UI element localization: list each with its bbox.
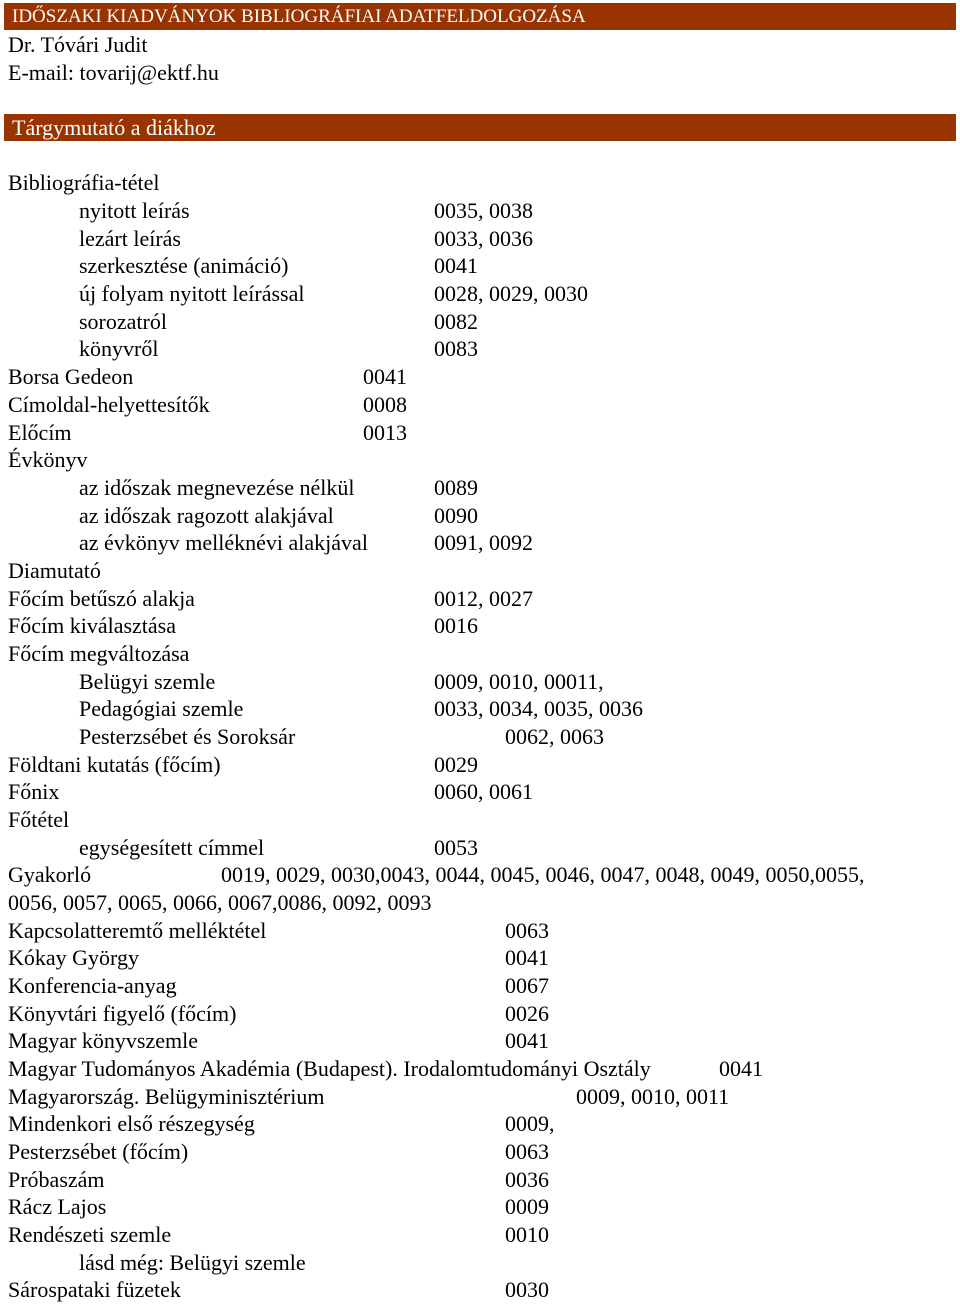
- index-ref: 0009,: [505, 1111, 555, 1136]
- document-title: IDŐSZAKI KIADVÁNYOK BIBLIOGRÁFIAI ADATFELDOLGOZÁSA: [12, 6, 586, 27]
- index-term: Kapcsolatteremtő melléktétel: [8, 918, 267, 943]
- index-term: Évkönyv: [8, 447, 88, 472]
- index-term: Bibliográfia-tétel: [8, 170, 160, 195]
- index-ref: 0033, 0034, 0035, 0036: [434, 696, 643, 721]
- index-term: Főnix: [8, 779, 60, 804]
- index-term: új folyam nyitott leírással: [79, 281, 305, 306]
- author-email: E-mail: tovarij@ektf.hu: [8, 60, 219, 85]
- index-term: lezárt leírás: [79, 226, 181, 251]
- index-ref: 0010: [505, 1222, 549, 1247]
- index-ref: 0053: [434, 835, 478, 860]
- index-ref: 0083: [434, 336, 478, 361]
- index-ref-continued: 0056, 0057, 0065, 0066, 0067,0086, 0092, 0093: [8, 890, 432, 915]
- index-term: könyvről: [79, 336, 159, 361]
- author-name: Dr. Tóvári Judit: [8, 32, 148, 57]
- index-ref: 0009, 0010, 0011: [576, 1084, 730, 1109]
- index-ref: 0041: [363, 364, 407, 389]
- index-term: Főcím betűszó alakja: [8, 586, 195, 611]
- index-term: az időszak megnevezése nélkül: [79, 475, 355, 500]
- index-term: Címoldal-helyettesítők: [8, 392, 210, 417]
- index-term: sorozatról: [79, 309, 167, 334]
- index-term: Gyakorló: [8, 862, 92, 887]
- index-ref: 0019, 0029, 0030,0043, 0044, 0045, 0046, 0047, 0048, 0049, 0050,0055,: [221, 862, 865, 887]
- index-term: nyitott leírás: [79, 198, 190, 223]
- index-ref: 0089: [434, 475, 478, 500]
- index-ref: 0009, 0010, 00011,: [434, 669, 604, 694]
- document-title-bar: [4, 3, 956, 30]
- index-term: Főtétel: [8, 807, 70, 832]
- index-term: egységesített címmel: [79, 835, 265, 860]
- index-ref: 0041: [505, 945, 549, 970]
- index-ref: 0082: [434, 309, 478, 334]
- index-ref: 0029: [434, 752, 478, 777]
- index-ref: 0036: [505, 1167, 549, 1192]
- index-ref: 0030: [505, 1277, 549, 1302]
- index-term: Borsa Gedeon: [8, 364, 134, 389]
- index-term: Belügyi szemle: [79, 669, 216, 694]
- index-ref: 0062, 0063: [505, 724, 604, 749]
- index-term: Konferencia-anyag: [8, 973, 177, 998]
- index-term: Próbaszám: [8, 1167, 105, 1192]
- index-term: szerkesztése (animáció): [79, 253, 289, 278]
- index-ref: 0041: [505, 1028, 549, 1053]
- index-term: Magyar könyvszemle: [8, 1028, 198, 1053]
- index-ref: 0008: [363, 392, 407, 417]
- index-term: az évkönyv melléknévi alakjával: [79, 530, 368, 555]
- index-ref: 0060, 0061: [434, 779, 533, 804]
- index-term: Pesterzsébet (főcím): [8, 1139, 189, 1164]
- index-ref: 0091, 0092: [434, 530, 533, 555]
- index-term: Magyarország. Belügyminisztérium: [8, 1084, 325, 1109]
- index-term: Rendészeti szemle: [8, 1222, 172, 1247]
- index-ref: 0041: [434, 253, 478, 278]
- index-term: Pedagógiai szemle: [79, 696, 244, 721]
- index-ref: 0028, 0029, 0030: [434, 281, 588, 306]
- section-title: Tárgymutató a diákhoz: [12, 115, 216, 140]
- index-term: Diamutató: [8, 558, 101, 583]
- section-title-bar: [4, 114, 956, 141]
- index-ref: 0016: [434, 613, 478, 638]
- index-ref: 0009: [505, 1194, 549, 1219]
- index-ref: 0090: [434, 503, 478, 528]
- index-term: Előcím: [8, 420, 72, 445]
- index-ref: 0033, 0036: [434, 226, 533, 251]
- index-ref: 0067: [505, 973, 549, 998]
- index-term: Főcím megváltozása: [8, 641, 190, 666]
- index-term: Főcím kiválasztása: [8, 613, 177, 638]
- index-ref: 0013: [363, 420, 407, 445]
- index-term: Pesterzsébet és Soroksár: [79, 724, 296, 749]
- index-ref: 0063: [505, 918, 549, 943]
- index-ref: 0026: [505, 1001, 549, 1026]
- index-term: Magyar Tudományos Akadémia (Budapest). Irodalomtudományi Osztály: [8, 1056, 651, 1081]
- index-ref: 0012, 0027: [434, 586, 533, 611]
- index-term: Sárospataki füzetek: [8, 1277, 181, 1302]
- index-term: Kókay György: [8, 945, 139, 970]
- index-term: Földtani kutatás (főcím): [8, 752, 221, 777]
- index-term: Könyvtári figyelő (főcím): [8, 1001, 237, 1026]
- index-term: az időszak ragozott alakjával: [79, 503, 334, 528]
- index-term: Rácz Lajos: [8, 1194, 107, 1219]
- index-ref: 0035, 0038: [434, 198, 533, 223]
- index-see-also: lásd még: Belügyi szemle: [79, 1250, 306, 1275]
- index-ref: 0063: [505, 1139, 549, 1164]
- index-ref: 0041: [719, 1056, 763, 1081]
- index-term: Mindenkori első részegység: [8, 1111, 255, 1136]
